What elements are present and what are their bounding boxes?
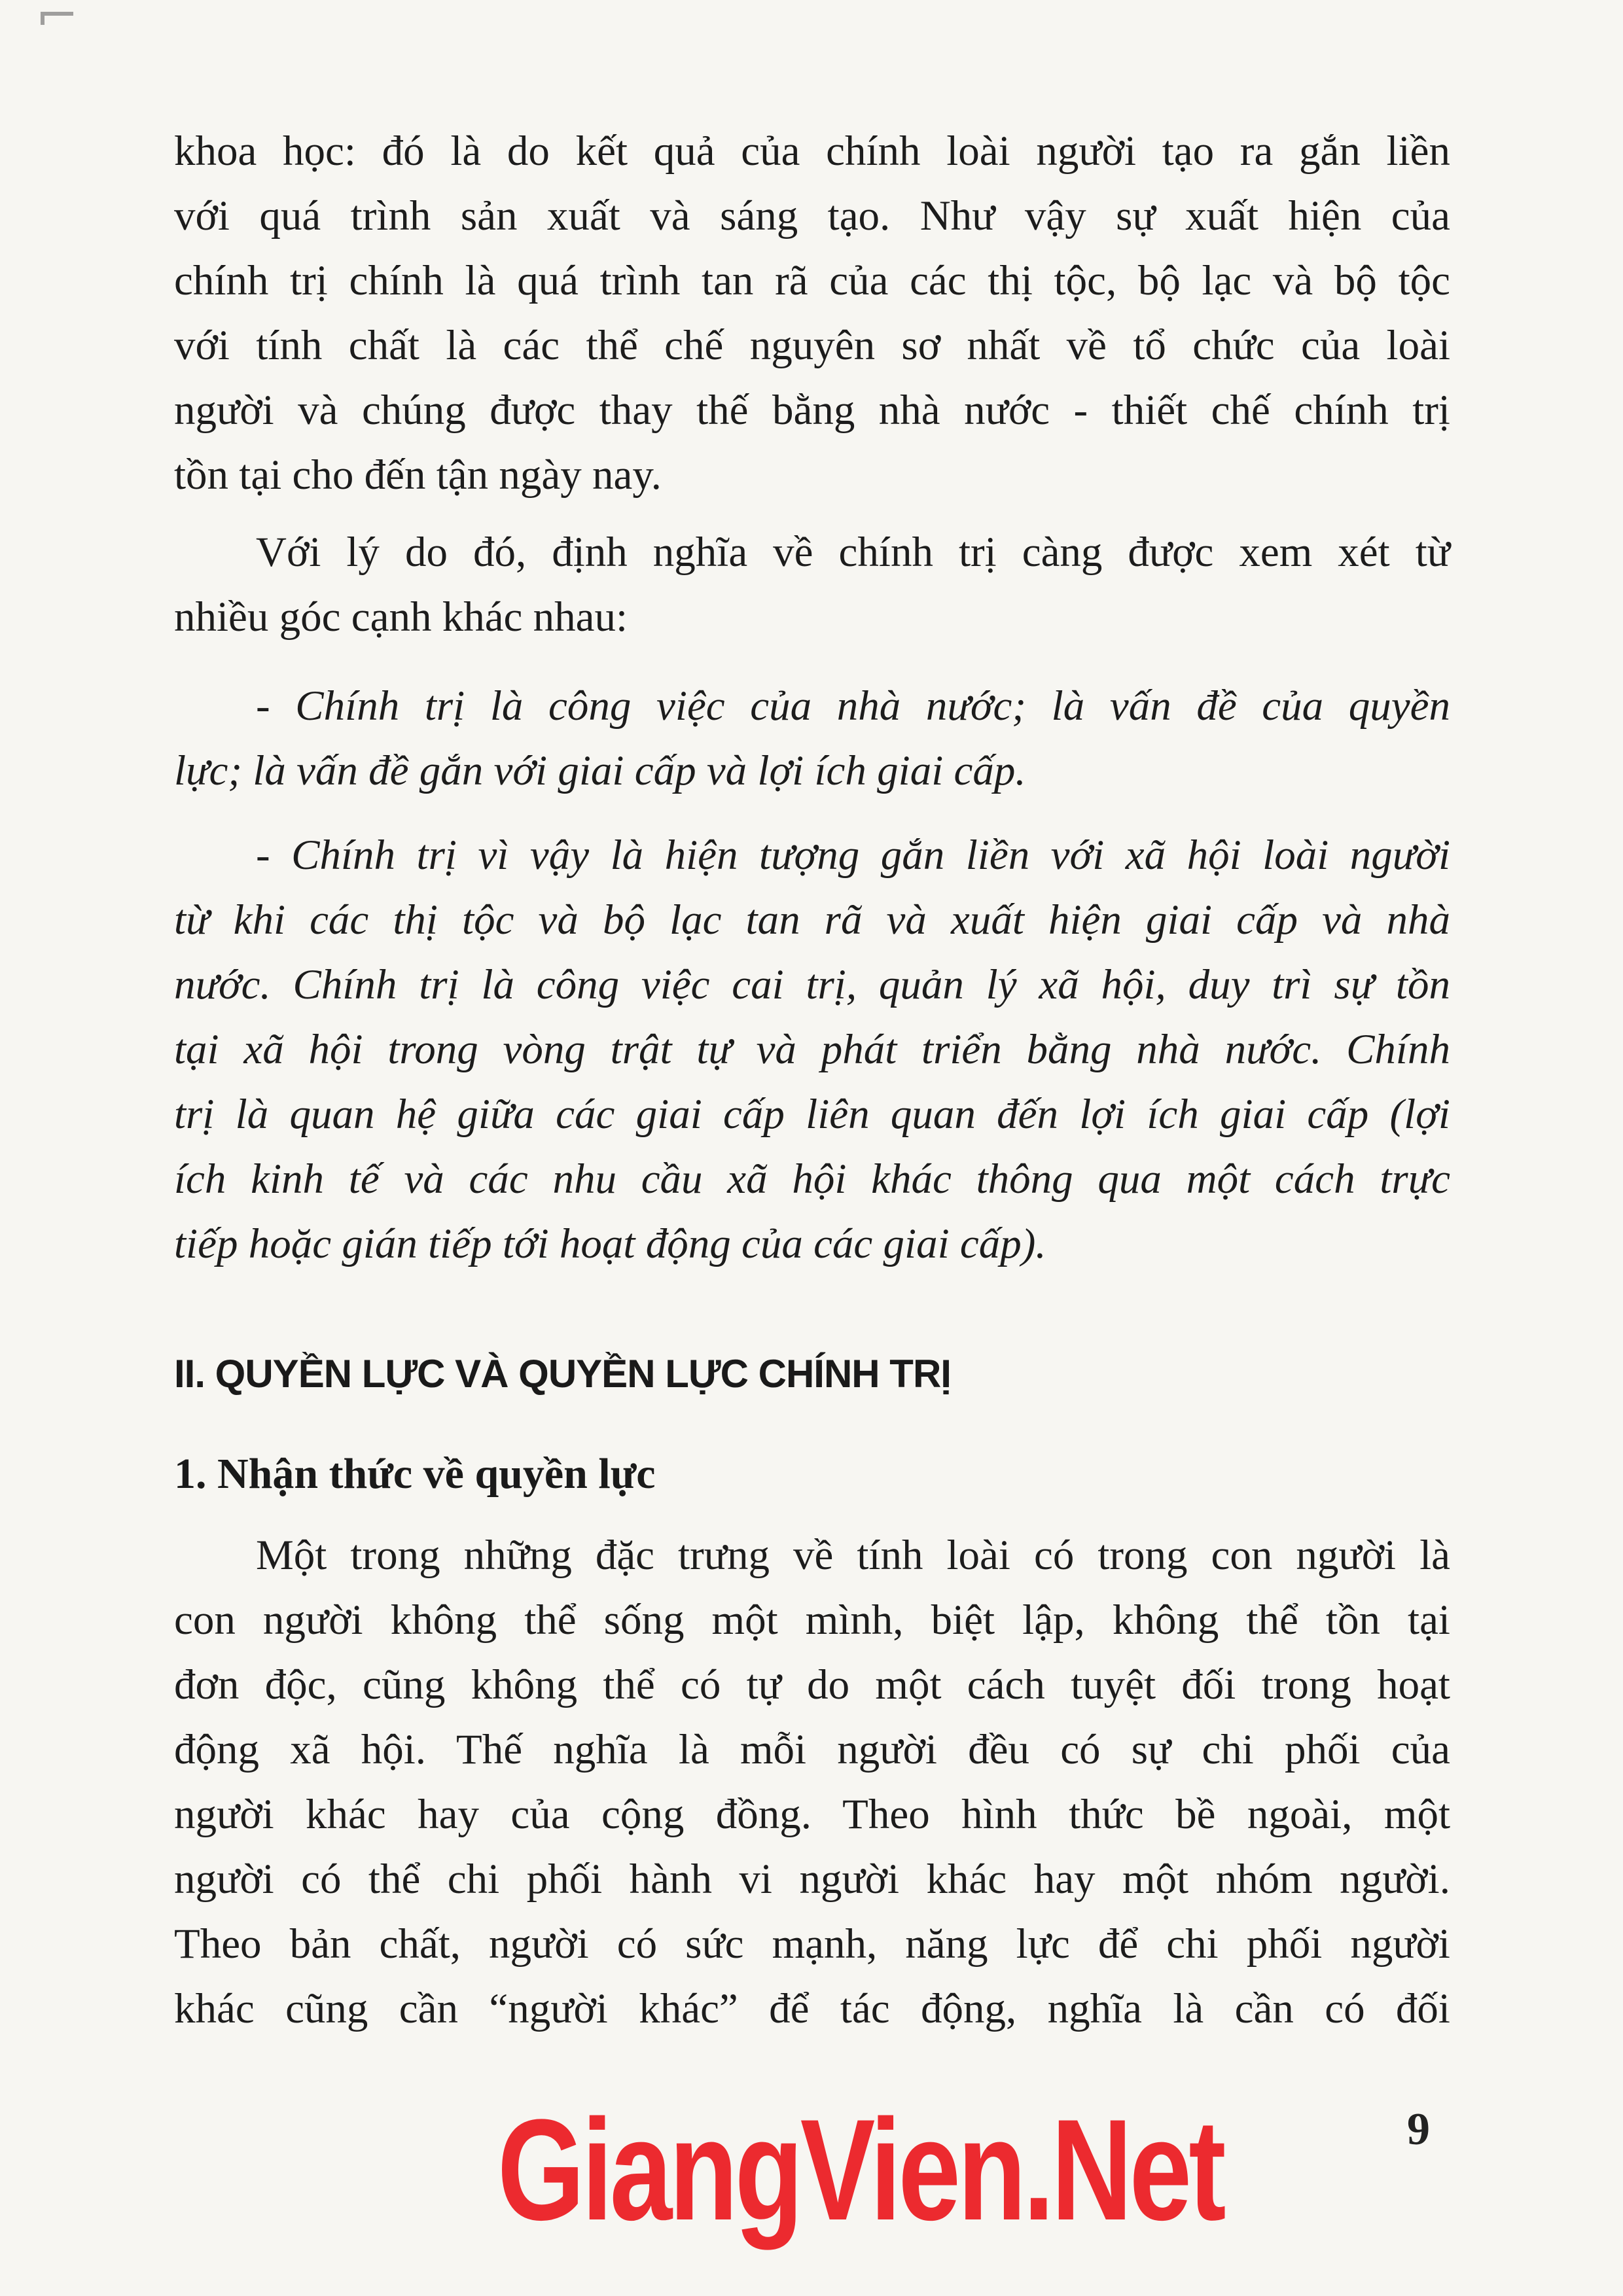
text-line: nhiều góc cạnh khác nhau: (174, 593, 628, 641)
text-line: nước. Chính trị là công việc cai trị, quản lý xã hội, duy trì sự tồn (174, 961, 1450, 1008)
watermark-logo: GiangVien.Net (497, 2089, 1223, 2250)
page-number: 9 (1407, 2104, 1430, 2155)
paragraph-power-awareness (174, 1523, 1450, 2041)
text-line: Theo bản chất, người có sức mạnh, năng lực để chi phối người (174, 1920, 1450, 1968)
text-line: đơn độc, cũng không thể có tự do một cách tuyệt đối trong hoạt (174, 1661, 1450, 1708)
text-line: người khác hay của cộng đồng. Theo hình thức bề ngoài, một (174, 1791, 1450, 1838)
text-line: chính trị chính là quá trình tan rã của các thị tộc, bộ lạc và bộ tộc (174, 257, 1450, 304)
paragraph-definition-intro (174, 520, 1450, 650)
text-line: lực; là vấn đề gắn với giai cấp và lợi ích giai cấp. (174, 747, 1026, 794)
text-line: với tính chất là các thể chế nguyên sơ nhất về tổ chức của loài (174, 322, 1450, 369)
text-line: động xã hội. Thế nghĩa là mỗi người đều có sự chi phối của (174, 1726, 1450, 1773)
text-line: với quá trình sản xuất và sáng tạo. Như vậy sự xuất hiện của (174, 192, 1450, 239)
text-line: - Chính trị là công việc của nhà nước; là vấn đề của quyền (256, 682, 1450, 730)
text-line: người và chúng được thay thế bằng nhà nước - thiết chế chính trị (174, 387, 1450, 434)
section-heading: II. QUYỀN LỰC VÀ QUYỀN LỰC CHÍNH TRỊ (174, 1352, 951, 1396)
sub-heading: 1. Nhận thức về quyền lực (174, 1450, 656, 1498)
text-line: trị là quan hệ giữa các giai cấp liên quan đến lợi ích giai cấp (lợi (174, 1091, 1450, 1138)
text-line: con người không thể sống một mình, biệt lập, không thể tồn tại (174, 1597, 1450, 1644)
text-line: Một trong những đặc trưng về tính loài có trong con người là (256, 1532, 1450, 1579)
paragraph-definition-1 (174, 674, 1450, 804)
scan-corner-mark (41, 12, 73, 25)
text-line: khác cũng cần “người khác” để tác động, nghĩa là cần có đối (174, 1985, 1450, 2032)
text-line: tại xã hội trong vòng trật tự và phát triển bằng nhà nước. Chính (174, 1026, 1450, 1073)
paragraph-continuation (174, 119, 1450, 508)
text-line: từ khi các thị tộc và bộ lạc tan rã và xuất hiện giai cấp và nhà (174, 896, 1450, 944)
text-line: ích kinh tế và các nhu cầu xã hội khác thông qua một cách trực (174, 1156, 1450, 1203)
text-line: - Chính trị vì vậy là hiện tượng gắn liền với xã hội loài người (256, 832, 1450, 879)
text-line: người có thể chi phối hành vi người khác hay một nhóm người. (174, 1856, 1450, 1903)
paragraph-definition-2 (174, 823, 1450, 1277)
text-line: tồn tại cho đến tận ngày nay. (174, 451, 662, 499)
text-line: tiếp hoặc gián tiếp tới hoạt động của các giai cấp). (174, 1220, 1046, 1267)
text-line: khoa học: đó là do kết quả của chính loài người tạo ra gắn liền (174, 128, 1450, 175)
text-line: Với lý do đó, định nghĩa về chính trị càng được xem xét từ (256, 529, 1450, 576)
